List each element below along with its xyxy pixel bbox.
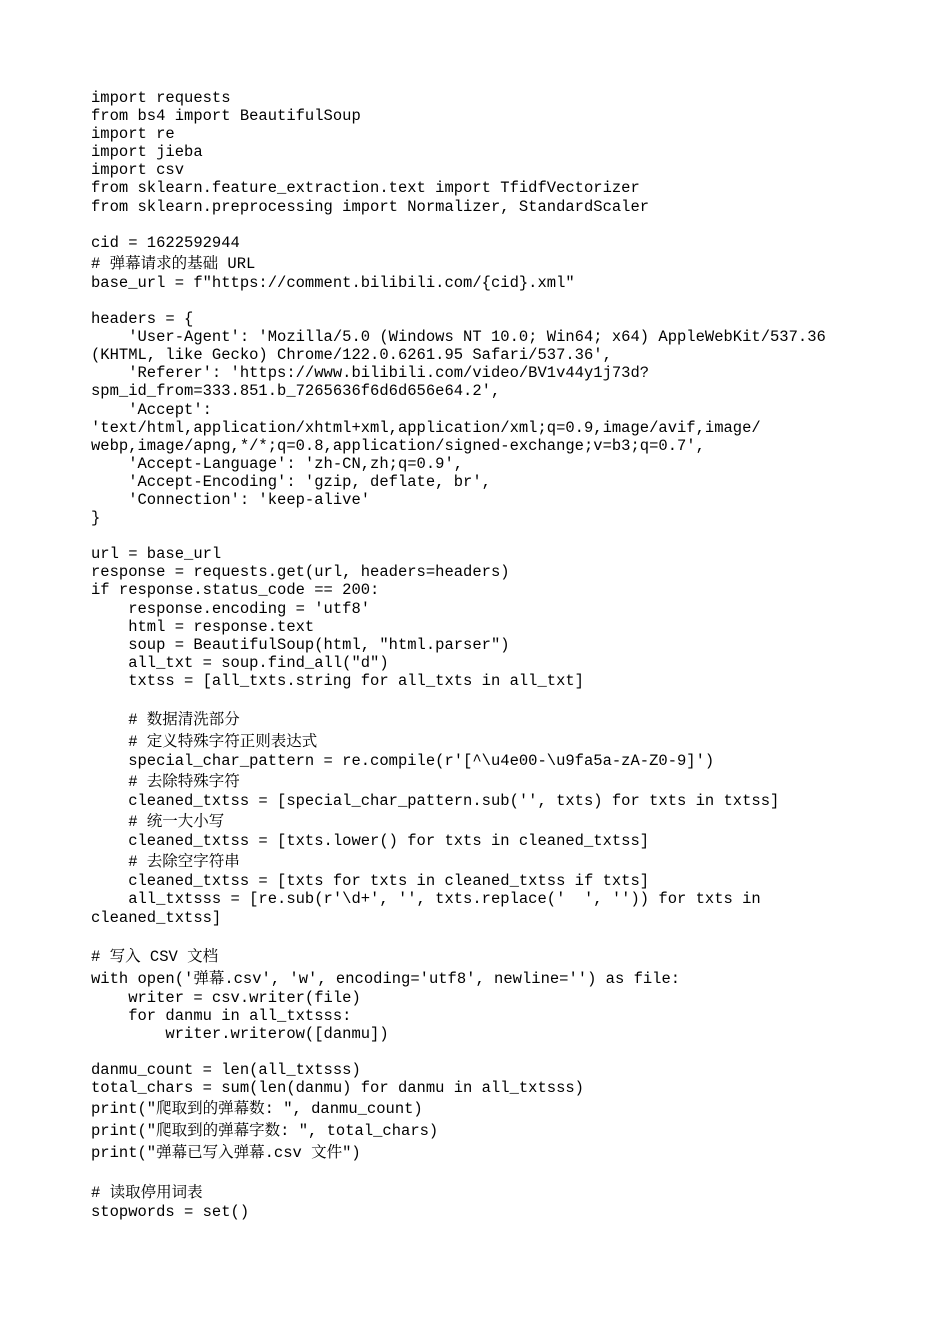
- comment-line: # 数据清洗部分: [91, 711, 240, 730]
- code-line: 'text/html,application/xhtml+xml,application/xml;q=0.9,image/avif,image/: [91, 418, 761, 437]
- code-line: all_txt = soup.find_all("d"): [91, 653, 389, 672]
- comment-line: # 读取停用词表: [91, 1184, 203, 1203]
- comment-line: # 定义特殊字符正则表达式: [91, 733, 318, 752]
- comment-line: # 统一大小写: [91, 813, 225, 832]
- code-line: url = base_url: [91, 545, 222, 564]
- code-line: stopwords = set(): [91, 1203, 250, 1222]
- code-line: base_url = f"https://comment.bilibili.com/{cid}.xml": [91, 273, 575, 292]
- code-line: response.encoding = 'utf8': [91, 599, 371, 618]
- comment-line: # 写入 CSV 文档: [91, 947, 219, 966]
- code-line: danmu_count = len(all_txtsss): [91, 1061, 361, 1080]
- code-line: (KHTML, like Gecko) Chrome/122.0.6261.95 Safari/537.36',: [91, 346, 612, 365]
- code-line: cleaned_txtss = [special_char_pattern.sub('', txts) for txts in txtss]: [91, 792, 780, 811]
- code-line: print("爬取到的弹幕数: ", danmu_count): [91, 1100, 423, 1119]
- code-line: cid = 1622592944: [91, 233, 240, 252]
- code-document: [91, 89, 891, 1222]
- code-line: html = response.text: [91, 617, 315, 636]
- code-line: }: [91, 509, 101, 528]
- code-line: import jieba: [91, 143, 203, 162]
- code-line: from bs4 import BeautifulSoup: [91, 107, 361, 126]
- code-line: print("爬取到的弹幕字数: ", total_chars): [91, 1122, 439, 1141]
- code-line: import re: [91, 125, 175, 144]
- code-line: headers = {: [91, 310, 194, 329]
- code-line: total_chars = sum(len(danmu) for danmu in all_txtsss): [91, 1079, 584, 1098]
- code-line: all_txtsss = [re.sub(r'\d+', '', txts.replace(' ', '')) for txts in: [91, 890, 761, 909]
- code-line: writer.writerow([danmu]): [91, 1024, 389, 1043]
- code-line: soup = BeautifulSoup(html, "html.parser"): [91, 635, 510, 654]
- blank-line: [91, 527, 891, 545]
- blank-line: [91, 1163, 891, 1181]
- code-line: from sklearn.feature_extraction.text import TfidfVectorizer: [91, 179, 640, 198]
- code-line: for danmu in all_txtsss:: [91, 1006, 352, 1025]
- code-line: with open('弹幕.csv', 'w', encoding='utf8', newline='') as file:: [91, 969, 681, 988]
- code-line: webp,image/apng,*/*;q=0.8,application/signed-exchange;v=b3;q=0.7',: [91, 436, 705, 455]
- blank-line: [91, 927, 891, 945]
- code-line: spm_id_from=333.851.b_7265636f6d6d656e64.2',: [91, 382, 501, 401]
- blank-line: [91, 292, 891, 310]
- code-line: cleaned_txtss = [txts for txts in cleaned_txtss if txts]: [91, 872, 650, 891]
- code-line: import csv: [91, 161, 185, 180]
- blank-line: [91, 690, 891, 708]
- code-line: cleaned_txtss]: [91, 908, 222, 927]
- code-line: print("弹幕已写入弹幕.csv 文件"): [91, 1144, 361, 1163]
- code-line: 'Referer': 'https://www.bilibili.com/video/BV1v44y1j73d?: [91, 364, 650, 383]
- comment-line: # 弹幕请求的基础 URL: [91, 254, 256, 273]
- code-line: cleaned_txtss = [txts.lower() for txts in cleaned_txtss]: [91, 832, 650, 851]
- comment-line: # 去除空字符串: [91, 853, 240, 872]
- code-line: response = requests.get(url, headers=headers): [91, 563, 510, 582]
- blank-line: [91, 1043, 891, 1061]
- code-line: txtss = [all_txts.string for all_txts in all_txt]: [91, 671, 584, 690]
- comment-line: # 去除特殊字符: [91, 773, 240, 792]
- code-line: 'Accept':: [91, 400, 212, 419]
- code-line: 'Connection': 'keep-alive': [91, 490, 371, 509]
- code-line: special_char_pattern = re.compile(r'[^\u4e00-\u9fa5a-zA-Z0-9]'): [91, 752, 715, 771]
- code-line: if response.status_code == 200:: [91, 581, 380, 600]
- code-line: from sklearn.preprocessing import Normalizer, StandardScaler: [91, 197, 650, 216]
- code-line: 'Accept-Encoding': 'gzip, deflate, br',: [91, 472, 491, 491]
- code-line: import requests: [91, 89, 231, 107]
- blank-line: [91, 216, 891, 234]
- code-line: writer = csv.writer(file): [91, 988, 361, 1007]
- code-line: 'User-Agent': 'Mozilla/5.0 (Windows NT 10.0; Win64; x64) AppleWebKit/537.36: [91, 328, 826, 347]
- code-line: 'Accept-Language': 'zh-CN,zh;q=0.9',: [91, 454, 464, 473]
